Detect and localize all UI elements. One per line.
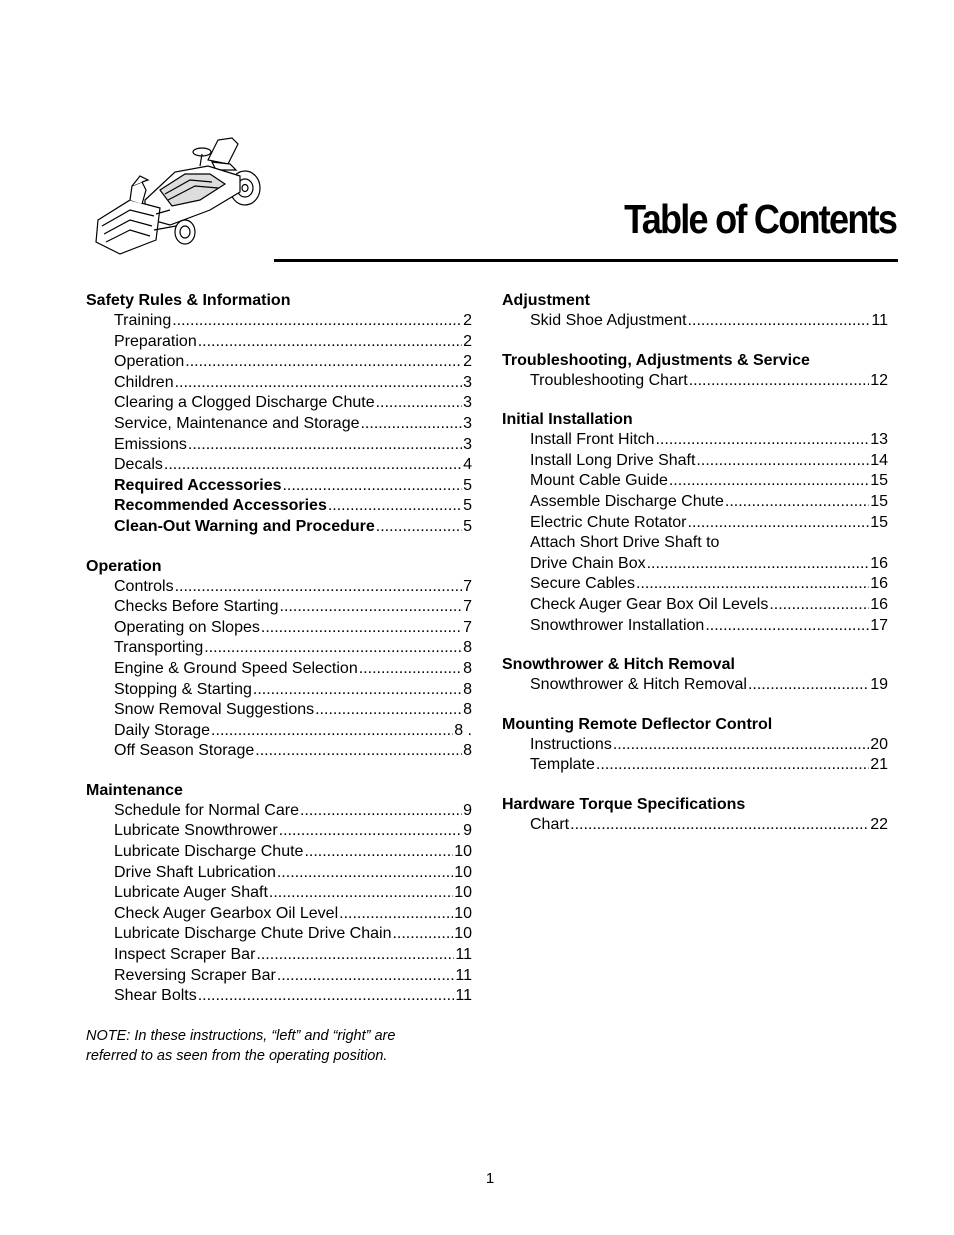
toc-entry-page: 7 — [463, 598, 472, 616]
dot-leader — [255, 741, 462, 762]
toc-entry-page: 7 — [463, 577, 472, 595]
dot-leader — [688, 311, 871, 332]
toc-entry-label: Children — [114, 373, 174, 391]
operating-position-note: NOTE: In these instructions, “left” and “right” are referred to as seen from the operating position. — [86, 1027, 396, 1064]
dot-leader — [689, 371, 869, 392]
toc-entry-page: 7 — [463, 618, 472, 636]
toc-entry-label: Emissions — [114, 435, 187, 453]
toc-entry[interactable] — [502, 554, 888, 575]
toc-entry[interactable] — [86, 476, 472, 497]
toc-entry-label: Snowthrower & Hitch Removal — [530, 676, 747, 694]
toc-entry[interactable] — [86, 821, 472, 842]
toc-entry-page: 9 — [463, 801, 472, 819]
toc-entry[interactable] — [86, 904, 472, 925]
toc-entry-label: Snowthrower Installation — [530, 616, 705, 634]
toc-entry[interactable] — [86, 924, 472, 945]
toc-entry[interactable] — [502, 371, 888, 392]
toc-entry-page: 8 — [463, 680, 472, 698]
toc-entry-label: Mount Cable Guide — [530, 472, 668, 490]
toc-entry-page: 5 — [463, 476, 472, 494]
toc-entry[interactable] — [86, 393, 472, 414]
section-heading: Initial Installation — [502, 411, 633, 429]
toc-section — [502, 351, 888, 392]
toc-entry[interactable] — [86, 638, 472, 659]
dot-leader — [175, 373, 463, 394]
dot-leader — [256, 945, 454, 966]
toc-entry[interactable] — [86, 659, 472, 680]
toc-entry[interactable] — [502, 735, 888, 756]
dot-leader — [277, 863, 453, 884]
toc-entry[interactable] — [502, 471, 888, 492]
toc-entry[interactable] — [86, 577, 472, 598]
dot-leader — [253, 680, 462, 701]
toc-left-column — [86, 291, 472, 1066]
toc-entry-label: Checks Before Starting — [114, 598, 279, 616]
toc-entry-page: 11 — [871, 312, 888, 329]
dot-leader — [277, 966, 455, 987]
toc-entry-page: 10 — [454, 863, 472, 881]
toc-entry-page: 2 — [463, 332, 472, 350]
dot-leader — [198, 986, 455, 1007]
toc-entry-label: Lubricate Discharge Chute Drive Chain — [114, 925, 392, 943]
toc-entry[interactable] — [86, 700, 472, 721]
toc-entry-label: Attach Short Drive Shaft to — [530, 534, 720, 552]
toc-entry[interactable] — [502, 675, 888, 696]
dot-leader — [188, 435, 462, 456]
toc-entry-page: 3 — [463, 435, 472, 453]
toc-entry-label: Engine & Ground Speed Selection — [114, 659, 358, 677]
dot-leader — [315, 700, 462, 721]
dot-leader — [636, 574, 869, 595]
dot-leader — [300, 801, 462, 822]
section-heading: Hardware Torque Specifications — [502, 795, 746, 813]
dot-leader — [688, 513, 870, 534]
toc-entry-label: Decals — [114, 456, 163, 474]
toc-entry-label: Assemble Discharge Chute — [530, 492, 724, 510]
toc-entry-label: Recommended Accessories — [114, 497, 327, 515]
toc-entry-page: 10 — [454, 904, 472, 922]
toc-entry-page: 20 — [870, 735, 888, 753]
dot-leader — [172, 311, 462, 332]
dot-leader — [748, 675, 869, 696]
toc-entry-page: 3 — [463, 414, 472, 432]
toc-section — [86, 557, 472, 762]
toc-entry-label: Service, Maintenance and Storage — [114, 414, 360, 432]
section-heading: Troubleshooting, Adjustments & Service — [502, 351, 810, 369]
toc-entry[interactable] — [86, 496, 472, 517]
dot-leader — [280, 597, 463, 618]
toc-entry[interactable] — [86, 618, 472, 639]
toc-entry[interactable] — [86, 332, 472, 353]
toc-entry[interactable] — [86, 801, 472, 822]
dot-leader — [304, 842, 453, 863]
toc-entry[interactable] — [502, 574, 888, 595]
toc-entry-label: Install Front Hitch — [530, 431, 655, 449]
section-heading: Safety Rules & Information — [86, 292, 291, 309]
toc-entry-page: 5 — [463, 517, 472, 535]
toc-entry-label: Check Auger Gear Box Oil Levels — [530, 595, 769, 613]
toc-section — [502, 795, 888, 836]
section-heading: Maintenance — [86, 781, 183, 799]
toc-entry-page: 2 — [463, 353, 472, 371]
dot-leader — [360, 414, 462, 435]
toc-entry[interactable] — [502, 595, 888, 616]
toc-entry[interactable] — [86, 414, 472, 435]
toc-entry-page: 12 — [870, 371, 888, 389]
toc-entry[interactable] — [86, 883, 472, 904]
toc-right-column — [502, 291, 888, 855]
toc-entry[interactable] — [86, 517, 472, 538]
page-title: Table of Contents — [623, 196, 896, 242]
toc-entry[interactable] — [86, 966, 472, 987]
toc-entry-page: 11 — [455, 946, 472, 964]
toc-entry-page: 13 — [870, 431, 888, 449]
toc-entry[interactable] — [502, 492, 888, 513]
toc-entry-label: Stopping & Starting — [114, 680, 252, 698]
toc-entry[interactable] — [86, 741, 472, 762]
dot-leader — [185, 352, 462, 373]
toc-entry[interactable] — [502, 755, 888, 776]
toc-entry-page: 9 — [463, 822, 472, 840]
page-number: 1 — [485, 1170, 495, 1187]
toc-entry-label: Check Auger Gearbox Oil Level — [114, 904, 339, 922]
toc-entry-page: 10 — [454, 843, 472, 861]
toc-section — [86, 291, 472, 538]
toc-entry[interactable] — [86, 455, 472, 476]
dot-leader — [570, 815, 869, 836]
dot-leader — [198, 332, 462, 353]
toc-entry[interactable] — [86, 373, 472, 394]
toc-entry-label: Shear Bolts — [114, 987, 197, 1005]
toc-entry-label: Electric Chute Rotator — [530, 513, 687, 531]
toc-entry-label: Required Accessories — [114, 476, 282, 494]
toc-entry-page: 11 — [455, 987, 472, 1005]
dot-leader — [647, 554, 870, 575]
toc-entry-label: Snow Removal Suggestions — [114, 701, 315, 719]
toc-entry-label: Drive Shaft Lubrication — [114, 863, 276, 881]
dot-leader — [392, 924, 453, 945]
toc-entry[interactable] — [86, 352, 472, 373]
dot-leader — [211, 721, 453, 742]
toc-entry-label: Controls — [114, 577, 174, 595]
toc-entry-label: Inspect Scraper Bar — [114, 946, 256, 964]
toc-entry-page: 8 — [463, 639, 472, 657]
toc-entry-label: Skid Shoe Adjustment — [530, 312, 687, 329]
section-heading: Adjustment — [502, 292, 590, 309]
toc-entry-label: Install Long Drive Shaft — [530, 451, 696, 469]
toc-entry[interactable] — [502, 513, 888, 534]
section-heading: Operation — [86, 557, 162, 575]
toc-entry-label: Drive Chain Box — [530, 554, 646, 572]
toc-entry-page: 8 . — [454, 721, 472, 739]
toc-entry-page: 21 — [870, 756, 888, 774]
toc-entry-page: 10 — [454, 925, 472, 943]
dot-leader — [175, 577, 463, 598]
toc-entry-label: Operation — [114, 353, 185, 371]
toc-entry[interactable] — [502, 533, 888, 554]
toc-entry[interactable] — [86, 721, 472, 742]
dot-leader — [725, 492, 869, 513]
toc-entry[interactable] — [86, 945, 472, 966]
toc-entry-label: Training — [114, 312, 172, 329]
dot-leader — [359, 659, 462, 680]
toc-entry-label: Instructions — [530, 735, 612, 753]
toc-entry-label: Operating on Slopes — [114, 618, 260, 636]
toc-entry-page: 10 — [454, 884, 472, 902]
toc-entry-page: 16 — [870, 575, 888, 593]
toc-entry-label: Clean-Out Warning and Procedure — [114, 517, 375, 535]
toc-entry-page: 15 — [870, 513, 888, 531]
section-heading: Snowthrower & Hitch Removal — [502, 656, 735, 674]
toc-entry-page: 14 — [870, 451, 888, 469]
toc-entry[interactable] — [86, 311, 472, 332]
toc-entry[interactable] — [502, 451, 888, 472]
toc-entry-label: Lubricate Snowthrower — [114, 822, 278, 840]
toc-entry-page: 8 — [463, 742, 472, 760]
toc-entry-page: 8 — [463, 659, 472, 677]
toc-entry[interactable] — [502, 430, 888, 451]
toc-entry-page: 8 — [463, 701, 472, 719]
toc-entry[interactable] — [502, 616, 888, 637]
toc-entry[interactable] — [86, 597, 472, 618]
toc-section — [502, 291, 888, 332]
toc-entry-label: Clearing a Clogged Discharge Chute — [114, 394, 375, 412]
dot-leader — [596, 755, 869, 776]
dot-leader — [696, 451, 869, 472]
toc-entry[interactable] — [86, 863, 472, 884]
toc-entry-label: Chart — [530, 815, 570, 833]
toc-entry-label: Troubleshooting Chart — [530, 371, 688, 389]
toc-section — [86, 781, 472, 1007]
toc-entry-page: 17 — [870, 616, 888, 634]
dot-leader — [282, 476, 462, 497]
toc-entry-page: 2 — [463, 312, 472, 329]
toc-section — [502, 715, 888, 776]
toc-entry-page: 15 — [870, 472, 888, 490]
toc-entry[interactable] — [86, 435, 472, 456]
toc-entry[interactable] — [86, 986, 472, 1007]
toc-entry-page: 4 — [463, 456, 472, 474]
toc-entry-label: Secure Cables — [530, 575, 635, 593]
toc-entry[interactable] — [86, 842, 472, 863]
toc-entry-page: 3 — [463, 394, 472, 412]
toc-entry-label: Off Season Storage — [114, 742, 255, 760]
dot-leader — [339, 904, 453, 925]
toc-entry-label: Reversing Scraper Bar — [114, 966, 276, 984]
toc-entry-page: 3 — [463, 373, 472, 391]
toc-entry-page: 16 — [870, 554, 888, 572]
tractor-snowthrower-illustration — [90, 130, 275, 260]
section-heading: Mounting Remote Deflector Control — [502, 715, 773, 733]
toc-entry-label: Preparation — [114, 332, 197, 350]
dot-leader — [613, 735, 869, 756]
dot-leader — [376, 393, 463, 414]
dot-leader — [269, 883, 453, 904]
toc-entry-page: 5 — [463, 497, 472, 515]
toc-entry-page: 16 — [870, 595, 888, 613]
dot-leader — [261, 618, 462, 639]
toc-entry[interactable] — [502, 815, 888, 836]
toc-entry-page: 15 — [870, 492, 888, 510]
toc-entry-label: Lubricate Auger Shaft — [114, 884, 268, 902]
dot-leader — [669, 471, 869, 492]
dot-leader — [705, 616, 869, 637]
toc-entry-page: 11 — [455, 966, 472, 984]
toc-entry-label: Schedule for Normal Care — [114, 801, 299, 819]
dot-leader — [279, 821, 462, 842]
toc-entry-label: Template — [530, 756, 595, 774]
toc-entry[interactable] — [86, 680, 472, 701]
toc-entry-label: Transporting — [114, 639, 204, 657]
toc-section — [502, 410, 888, 636]
toc-entry-label: Daily Storage — [114, 721, 211, 739]
dot-leader — [164, 455, 462, 476]
title-divider — [274, 259, 898, 262]
dot-leader — [376, 517, 462, 538]
dot-leader — [655, 430, 869, 451]
dot-leader — [328, 496, 462, 517]
toc-entry[interactable] — [502, 311, 888, 332]
toc-entry-page: 19 — [870, 676, 888, 694]
toc-section — [502, 655, 888, 696]
dot-leader — [769, 595, 869, 616]
toc-entry-label: Lubricate Discharge Chute — [114, 843, 304, 861]
toc-entry-page: 22 — [870, 815, 888, 833]
dot-leader — [204, 638, 462, 659]
